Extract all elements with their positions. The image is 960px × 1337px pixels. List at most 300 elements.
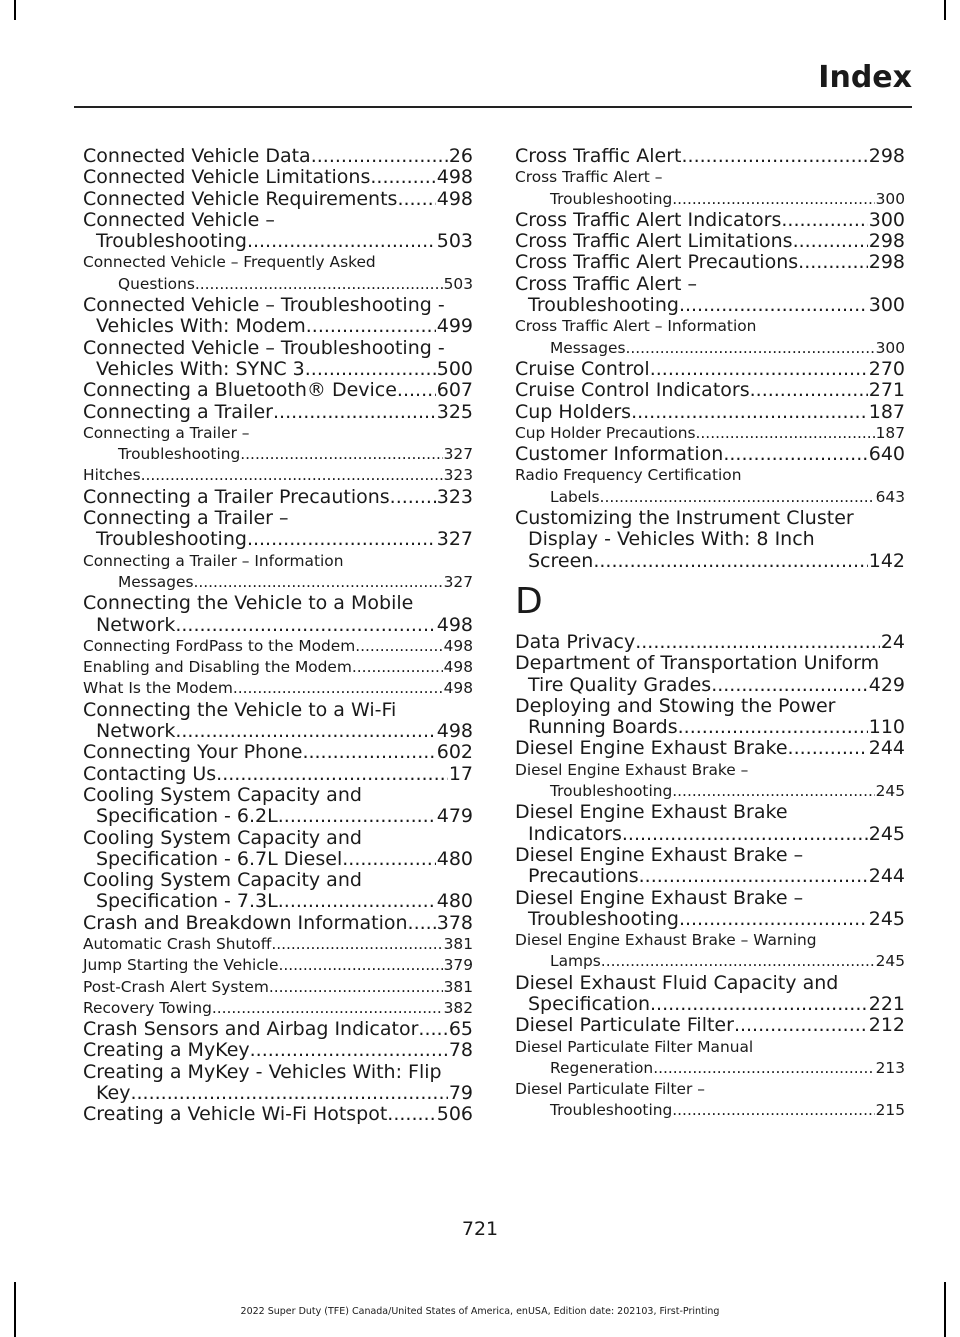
entry-text: Connected Vehicle Requirements <box>83 187 398 210</box>
index-subentry <box>515 1058 905 1079</box>
index-entry <box>515 845 905 866</box>
dot-leader <box>370 167 435 188</box>
index-entry <box>515 274 905 295</box>
entry-page-number: 298 <box>868 145 905 167</box>
entry-page-number: 271 <box>868 379 905 402</box>
index-entry <box>83 189 473 210</box>
entry-text: Deploying and Stowing the Power <box>515 694 836 717</box>
entry-text: Creating a MyKey - Vehicles With: Flip <box>83 1060 442 1083</box>
dot-leader <box>653 1058 874 1079</box>
section-letter: D <box>515 580 543 622</box>
dot-leader <box>635 632 880 653</box>
index-subentry <box>83 465 473 486</box>
dot-leader <box>278 955 442 976</box>
dot-leader <box>397 380 436 401</box>
entry-page-number: 110 <box>868 716 905 739</box>
index-entry <box>515 359 905 380</box>
entry-page-number: 480 <box>436 847 473 870</box>
entry-text: Network <box>96 613 176 636</box>
dot-leader <box>302 742 435 763</box>
dot-leader <box>793 231 868 252</box>
dot-leader <box>240 444 442 465</box>
index-entry <box>515 508 905 529</box>
index-entry <box>83 764 473 785</box>
entry-text: Diesel Engine Exhaust Brake – <box>515 843 804 866</box>
entry-text: Troubleshooting <box>550 782 673 801</box>
crop-mark-top-right <box>944 0 946 20</box>
entry-text: Cup Holder Precautions <box>515 423 696 442</box>
index-entry <box>515 444 905 465</box>
dot-leader <box>679 295 868 316</box>
entry-page-number: 382 <box>443 998 473 1017</box>
entry-page-number: 498 <box>443 658 473 677</box>
entry-text: Cruise Control Indicators <box>515 379 750 402</box>
index-entry <box>515 402 905 423</box>
entry-page-number: 498 <box>436 720 473 743</box>
entry-text: Cooling System Capacity and <box>83 783 362 806</box>
entry-text: Vehicles With: SYNC 3 <box>96 357 305 380</box>
entry-text: Connected Vehicle – Troubleshooting - <box>83 294 445 317</box>
entry-text: Data Privacy <box>515 630 636 653</box>
index-entry <box>515 653 905 674</box>
index-entry <box>515 210 905 231</box>
dot-leader <box>672 189 874 210</box>
index-subentry <box>83 551 473 572</box>
index-subentry <box>83 955 473 976</box>
index-entry <box>515 717 905 738</box>
index-entry <box>515 866 905 887</box>
entry-text: Hitches <box>83 466 141 485</box>
entry-page-number: 65 <box>448 1018 473 1041</box>
index-entry <box>515 973 905 994</box>
dot-leader <box>195 274 443 295</box>
entry-text: Recovery Towing <box>83 998 212 1017</box>
entry-page-number: 498 <box>436 613 473 636</box>
entry-text: Connecting a Trailer – Information <box>83 551 344 570</box>
entry-text: Questions <box>118 274 195 293</box>
entry-text: Labels <box>550 487 600 506</box>
entry-page-number: 212 <box>868 1014 905 1037</box>
entry-page-number: 244 <box>868 865 905 888</box>
dot-leader <box>650 994 868 1015</box>
index-subentry <box>83 636 473 657</box>
entry-text: Specification - 6.2L <box>96 805 278 828</box>
entry-text: Connecting the Vehicle to a Wi-Fi <box>83 698 397 721</box>
entry-text: Cross Traffic Alert – <box>515 272 698 295</box>
entry-page-number: 323 <box>436 485 473 508</box>
entry-text: Creating a Vehicle Wi-Fi Hotspot <box>83 1103 388 1126</box>
index-entry <box>83 402 473 423</box>
index-entry <box>515 824 905 845</box>
dot-leader <box>311 146 448 167</box>
entry-text: Cooling System Capacity and <box>83 826 362 849</box>
entry-text: Troubleshooting <box>528 907 679 930</box>
dot-leader <box>387 1104 435 1125</box>
entry-page-number: 602 <box>436 741 473 764</box>
index-entry <box>515 802 905 823</box>
dot-leader <box>788 738 868 759</box>
entry-page-number: 381 <box>443 934 473 953</box>
title-divider <box>74 106 912 108</box>
entry-page-number: 327 <box>436 528 473 551</box>
index-entry <box>83 615 473 636</box>
index-subentry <box>515 338 905 359</box>
entry-text: Cooling System Capacity and <box>83 869 362 892</box>
dot-leader <box>625 338 874 359</box>
entry-text: Running Boards <box>528 716 678 739</box>
index-entry <box>83 359 473 380</box>
entry-page-number: 498 <box>436 166 473 189</box>
index-entry <box>515 529 905 550</box>
footer-text: 2022 Super Duty (TFE) Canada/United States of America, enUSA, Edition date: 202103, First-Printing <box>240 1306 720 1317</box>
entry-text: Cruise Control <box>515 357 650 380</box>
entry-text: Crash Sensors and Airbag Indicator <box>83 1018 419 1041</box>
dot-leader <box>696 423 875 444</box>
entry-page-number: 245 <box>868 907 905 930</box>
index-entry <box>83 742 473 763</box>
entry-page-number: 503 <box>436 230 473 253</box>
entry-text: Connecting a Trailer – <box>83 423 250 442</box>
entry-text: Jump Starting the Vehicle <box>83 956 279 975</box>
entry-page-number: 607 <box>436 379 473 402</box>
dot-leader <box>418 1019 447 1040</box>
entry-page-number: 498 <box>436 187 473 210</box>
entry-text: Screen <box>528 549 594 572</box>
entry-text: Diesel Particulate Filter <box>515 1014 734 1037</box>
entry-page-number: 26 <box>448 145 473 167</box>
index-entry <box>83 700 473 721</box>
entry-text: Specification - 6.7L Diesel <box>96 847 343 870</box>
crop-mark-top-left <box>14 0 16 20</box>
entry-page-number: 300 <box>875 338 905 357</box>
dot-leader <box>672 1100 874 1121</box>
entry-text: Tire Quality Grades <box>528 673 712 696</box>
index-entry <box>83 806 473 827</box>
entry-text: Connected Vehicle Limitations <box>83 166 371 189</box>
entry-page-number: 300 <box>868 208 905 231</box>
index-subentry <box>83 998 473 1019</box>
dot-leader <box>711 675 868 696</box>
entry-page-number: 245 <box>868 822 905 845</box>
index-entry <box>83 210 473 231</box>
entry-page-number: 327 <box>443 445 473 464</box>
entry-text: Cup Holders <box>515 400 632 423</box>
dot-leader <box>798 252 868 273</box>
entry-text: Specification <box>528 992 650 1015</box>
index-subentry <box>83 444 473 465</box>
entry-page-number: 500 <box>436 357 473 380</box>
entry-text: Diesel Exhaust Fluid Capacity and <box>515 971 839 994</box>
index-entry <box>83 146 473 167</box>
entry-text: Radio Frequency Certification <box>515 466 742 485</box>
index-entry <box>515 252 905 273</box>
dot-leader <box>631 402 868 423</box>
dot-leader <box>723 444 867 465</box>
entry-text: Troubleshooting <box>528 294 679 317</box>
entry-text: Diesel Engine Exhaust Brake – <box>515 886 804 909</box>
entry-page-number: 270 <box>868 357 905 380</box>
entry-text: Department of Transportation Uniform <box>515 652 880 675</box>
entry-page-number: 381 <box>443 977 473 996</box>
dot-leader <box>650 359 868 380</box>
entry-text: Connecting FordPass to the Modem <box>83 636 356 655</box>
index-entry <box>83 1104 473 1125</box>
index-entry <box>515 551 905 572</box>
index-subentry <box>515 465 905 486</box>
entry-text: Cross Traffic Alert – Information <box>515 317 757 336</box>
index-subentry <box>515 316 905 337</box>
index-entry <box>83 487 473 508</box>
index-entry <box>83 508 473 529</box>
entry-text: Cross Traffic Alert <box>515 145 682 167</box>
entry-page-number: 429 <box>868 673 905 696</box>
index-subentry <box>515 930 905 951</box>
entry-text: Precautions <box>528 865 639 888</box>
dot-leader <box>679 909 868 930</box>
entry-page-number: 215 <box>875 1101 905 1120</box>
entry-text: Connected Vehicle – <box>83 208 275 231</box>
index-entry <box>83 295 473 316</box>
dot-leader <box>216 764 448 785</box>
dot-leader <box>278 891 436 912</box>
entry-text: Customizing the Instrument Cluster <box>515 507 854 530</box>
entry-text: Enabling and Disabling the Modem <box>83 658 352 677</box>
dot-leader <box>734 1015 868 1036</box>
dot-leader <box>355 636 442 657</box>
entry-page-number: 498 <box>443 636 473 655</box>
entry-text: Connected Vehicle – Troubleshooting - <box>83 336 445 359</box>
entry-page-number: 300 <box>868 294 905 317</box>
entry-page-number: 300 <box>875 189 905 208</box>
index-entry <box>515 696 905 717</box>
entry-text: Cross Traffic Alert – <box>515 168 663 187</box>
index-entry <box>515 632 905 653</box>
dot-leader <box>397 189 435 210</box>
index-entry <box>83 231 473 252</box>
index-subentry <box>83 274 473 295</box>
index-entry <box>515 231 905 252</box>
dot-leader <box>278 806 436 827</box>
dot-leader <box>141 465 443 486</box>
index-subentry <box>83 977 473 998</box>
entry-text: Connecting a Bluetooth® Device <box>83 379 397 402</box>
dot-leader <box>212 998 443 1019</box>
index-subentry <box>515 781 905 802</box>
dot-leader <box>250 1040 448 1061</box>
index-entry <box>83 828 473 849</box>
index-column-right <box>515 146 905 1122</box>
index-entry <box>83 849 473 870</box>
entry-text: Troubleshooting <box>118 445 241 464</box>
entry-page-number: 378 <box>436 911 473 934</box>
entry-text: Troubleshooting <box>550 189 673 208</box>
entry-text: Connected Vehicle Data <box>83 145 311 167</box>
dot-leader <box>601 951 875 972</box>
entry-text: Diesel Engine Exhaust Brake <box>515 801 788 824</box>
entry-text: Network <box>96 720 176 743</box>
index-subentry <box>83 934 473 955</box>
entry-page-number: 17 <box>448 762 473 785</box>
entry-text: Post-Crash Alert System <box>83 977 269 996</box>
index-subentry <box>83 423 473 444</box>
index-subentry <box>83 572 473 593</box>
dot-leader <box>600 487 875 508</box>
entry-text: Connecting a Trailer Precautions <box>83 485 390 508</box>
entry-text: Customer Information <box>515 443 724 466</box>
dot-leader <box>130 1083 447 1104</box>
index-entry <box>83 380 473 401</box>
index-entry <box>83 316 473 337</box>
index-entry <box>515 146 905 167</box>
entry-text: Crash and Breakdown Information <box>83 911 408 934</box>
index-subentry <box>515 423 905 444</box>
entry-text: Troubleshooting <box>96 230 247 253</box>
entry-page-number: 479 <box>436 805 473 828</box>
dot-leader <box>269 977 443 998</box>
index-entry <box>83 1062 473 1083</box>
entry-page-number: 323 <box>443 466 473 485</box>
index-subentry <box>83 252 473 273</box>
entry-page-number: 187 <box>875 423 905 442</box>
index-entry <box>83 338 473 359</box>
entry-text: Cross Traffic Alert Limitations <box>515 230 793 253</box>
index-subentry <box>515 487 905 508</box>
index-entry <box>515 994 905 1015</box>
entry-text: Connecting a Trailer <box>83 400 273 423</box>
entry-text: Diesel Engine Exhaust Brake – Warning <box>515 931 817 950</box>
entry-page-number: 499 <box>436 315 473 338</box>
index-entry <box>83 891 473 912</box>
entry-page-number: 298 <box>868 230 905 253</box>
entry-text: What Is the Modem <box>83 679 233 698</box>
entry-page-number: 79 <box>448 1082 473 1105</box>
entry-text: Specification - 7.3L <box>96 890 278 913</box>
index-subentry <box>515 1037 905 1058</box>
index-entry <box>83 1040 473 1061</box>
entry-page-number: 245 <box>875 952 905 971</box>
entry-page-number: 245 <box>875 782 905 801</box>
index-entry <box>83 529 473 550</box>
dot-leader <box>342 849 436 870</box>
index-subentry <box>515 1100 905 1121</box>
entry-text: Diesel Engine Exhaust Brake <box>515 737 788 760</box>
entry-text: Diesel Particulate Filter Manual <box>515 1037 754 1056</box>
entry-text: Connected Vehicle – Frequently Asked <box>83 253 376 272</box>
dot-leader <box>247 529 436 550</box>
index-entry <box>515 738 905 759</box>
index-entry <box>515 380 905 401</box>
entry-text: Diesel Engine Exhaust Brake – <box>515 760 749 779</box>
index-entry <box>515 1015 905 1036</box>
dot-leader <box>175 615 435 636</box>
dot-leader <box>390 487 436 508</box>
dot-leader <box>681 146 867 167</box>
entry-text: Connecting a Trailer – <box>83 507 289 530</box>
entry-text: Messages <box>550 338 626 357</box>
index-subentry <box>515 167 905 188</box>
entry-text: Creating a MyKey <box>83 1039 250 1062</box>
entry-text: Contacting Us <box>83 762 217 785</box>
dot-leader <box>678 717 868 738</box>
entry-page-number: 503 <box>443 274 473 293</box>
entry-text: Regeneration <box>550 1058 654 1077</box>
dot-leader <box>408 913 436 934</box>
dot-leader <box>639 866 868 887</box>
entry-page-number: 187 <box>868 400 905 423</box>
index-entry <box>83 721 473 742</box>
index-subentry <box>83 657 473 678</box>
index-subentry <box>515 189 905 210</box>
entry-text: Automatic Crash Shutoff <box>83 934 272 953</box>
entry-page-number: 498 <box>443 679 473 698</box>
entry-text: Diesel Particulate Filter – <box>515 1080 705 1099</box>
page-title: Index <box>818 60 912 95</box>
dot-leader <box>271 934 442 955</box>
entry-text: Display - Vehicles With: 8 Inch <box>528 528 815 551</box>
index-subentry <box>515 1079 905 1100</box>
entry-text: Messages <box>118 572 194 591</box>
dot-leader <box>352 657 443 678</box>
entry-text: Connecting the Vehicle to a Mobile <box>83 592 414 615</box>
index-entry <box>83 870 473 891</box>
entry-page-number: 298 <box>868 251 905 274</box>
dot-leader <box>247 231 436 252</box>
entry-page-number: 480 <box>436 890 473 913</box>
dot-leader <box>193 572 442 593</box>
entry-page-number: 142 <box>868 549 905 572</box>
index-subentry <box>83 678 473 699</box>
index-entry <box>83 1083 473 1104</box>
entry-page-number: 325 <box>436 400 473 423</box>
entry-page-number: 78 <box>448 1039 473 1062</box>
dot-leader <box>622 824 868 845</box>
entry-page-number: 643 <box>875 487 905 506</box>
entry-page-number: 213 <box>875 1058 905 1077</box>
index-column-left <box>83 146 473 1126</box>
index-entry <box>515 909 905 930</box>
entry-text: Vehicles With: Modem <box>96 315 306 338</box>
index-subentry <box>515 951 905 972</box>
entry-text: Troubleshooting <box>96 528 247 551</box>
index-entry <box>83 785 473 806</box>
dot-leader <box>273 402 436 423</box>
index-entry <box>515 295 905 316</box>
dot-leader <box>672 781 874 802</box>
index-entry <box>515 675 905 696</box>
entry-page-number: 506 <box>436 1103 473 1126</box>
dot-leader <box>781 210 867 231</box>
index-entry <box>83 1019 473 1040</box>
entry-page-number: 221 <box>868 992 905 1015</box>
entry-text: Key <box>96 1082 131 1105</box>
dot-leader <box>233 678 443 699</box>
dot-leader <box>306 316 436 337</box>
entry-page-number: 379 <box>443 956 473 975</box>
entry-text: Lamps <box>550 952 601 971</box>
index-entry <box>83 167 473 188</box>
dot-leader <box>175 721 435 742</box>
dot-leader <box>305 359 436 380</box>
index-entry <box>515 888 905 909</box>
entry-text: Cross Traffic Alert Indicators <box>515 208 782 231</box>
index-entry <box>83 913 473 934</box>
entry-text: Connecting Your Phone <box>83 741 303 764</box>
dot-leader <box>593 551 867 572</box>
entry-page-number: 327 <box>443 572 473 591</box>
index-entry <box>83 593 473 614</box>
dot-leader <box>750 380 868 401</box>
index-subentry <box>515 760 905 781</box>
